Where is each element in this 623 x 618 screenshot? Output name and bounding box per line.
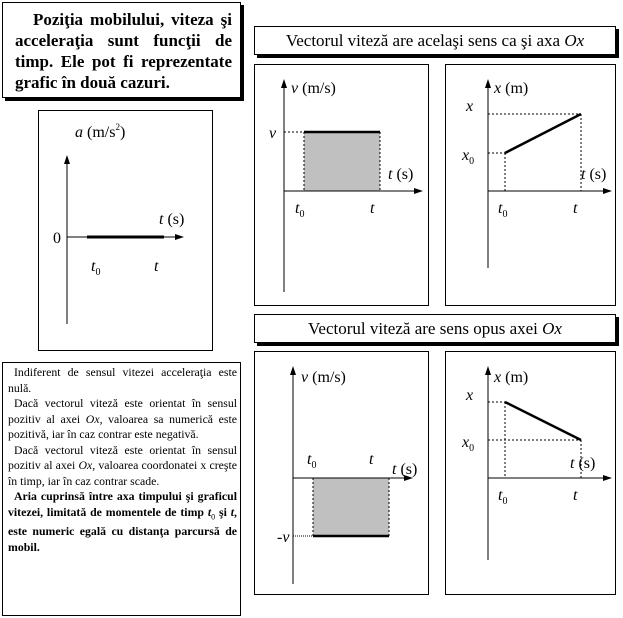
- title-same-direction: [254, 26, 616, 55]
- velocity-negative-x-label: t (s): [392, 461, 418, 478]
- velocity-negative-v-label: -v: [277, 529, 290, 546]
- velocity-negative-t-label: t: [369, 451, 374, 468]
- velocity-negative-graph: [255, 352, 428, 594]
- velocity-positive-y-label: v (m/s): [291, 80, 336, 97]
- acceleration-x-arrow: [175, 234, 184, 240]
- velocity-positive-x-arrow: [414, 188, 423, 194]
- velocity-positive-t0-label: $t_0$: [295, 200, 305, 220]
- position-decreasing-y-arrow: [485, 366, 491, 375]
- acceleration-t-label: t: [154, 258, 159, 275]
- title-opposite-direction: [254, 314, 616, 343]
- title-opposite-direction-axis: Ox: [542, 319, 562, 338]
- velocity-negative-y-arrow: [290, 366, 296, 375]
- position-decreasing-graph: [446, 352, 615, 594]
- position-increasing-graph: [446, 65, 615, 305]
- position-increasing-y-arrow: [485, 79, 491, 88]
- velocity-negative-graph-panel: [254, 351, 429, 595]
- position-increasing-t-label: t: [573, 200, 578, 217]
- title-same-direction-text: Vectorul viteză are acelaşi sens ca şi axa: [285, 31, 565, 50]
- position-increasing-x-label: t (s): [581, 166, 607, 183]
- position-increasing-x0-label: $x_0$: [462, 147, 475, 167]
- notes-paragraph-coordinate: Dacă vectorul viteză este orientat în sensul pozitiv al axei Ox, valoarea coordonatei x creşte în timp, iar în caz contrar scade.: [8, 442, 238, 488]
- velocity-positive-y-arrow: [281, 79, 287, 88]
- velocity-negative-t0-label: $t_0$: [307, 451, 317, 471]
- position-decreasing-line: [505, 402, 581, 440]
- title-same-direction-axis: Ox: [564, 31, 585, 50]
- position-decreasing-x-label: t (s): [570, 455, 596, 472]
- velocity-positive-graph-panel: [254, 64, 429, 306]
- position-decreasing-xmax-label: x: [466, 387, 474, 404]
- intro-textbox: [2, 2, 241, 98]
- position-increasing-x-arrow: [603, 188, 612, 194]
- intro-text: Poziţia mobilului, viteza şi acceleraţia sunt funcţii de timp. Ele pot fi reprezentate grafic în două cazuri.: [15, 10, 232, 92]
- velocity-positive-graph: [255, 65, 428, 305]
- title-opposite-direction-text: Vectorul viteză are sens opus axei: [308, 319, 543, 338]
- velocity-negative-y-label: v (m/s): [301, 369, 346, 386]
- position-decreasing-x0-label: $x_0$: [462, 434, 475, 454]
- position-increasing-graph-panel: [445, 64, 616, 306]
- velocity-positive-v-label: v: [269, 125, 277, 142]
- acceleration-y-arrow: [64, 155, 70, 164]
- position-decreasing-t0-label: $t_0$: [498, 487, 508, 507]
- position-decreasing-graph-panel: [445, 351, 616, 595]
- position-increasing-t0-label: $t_0$: [498, 200, 508, 220]
- notes-paragraph-velocity-sign: Dacă vectorul viteză este orientat în sensul pozitiv al axei Ox, valoarea sa numerică este pozitivă, iar în caz contrar este negativă.: [8, 396, 237, 441]
- position-decreasing-x-arrow: [603, 475, 612, 481]
- acceleration-graph: [39, 111, 212, 350]
- notes-paragraph-area: Aria cuprinsă între axa timpului şi graficul vitezei, limitată de momentele de timp $t_0$ şi t, este numeric egală cu distanţa parcursă de mobil.: [8, 489, 237, 554]
- acceleration-y-label: a $(m/s^2)$: [75, 122, 126, 141]
- acceleration-x-label: t (s): [159, 211, 185, 228]
- notes-paragraph-acceleration: Indiferent de sensul vitezei acceleraţia este nulă.: [8, 365, 237, 395]
- velocity-negative-area: [313, 478, 389, 536]
- notes-textbox: [2, 362, 241, 616]
- position-increasing-line: [505, 114, 581, 153]
- acceleration-t0-label: $t_0$: [91, 258, 101, 278]
- acceleration-graph-panel: [38, 110, 213, 351]
- position-decreasing-y-label: x (m): [494, 369, 529, 386]
- position-decreasing-t-label: t: [573, 487, 578, 504]
- velocity-positive-t-label: t: [370, 200, 375, 217]
- velocity-positive-area: [304, 132, 380, 191]
- position-increasing-y-label: x (m): [494, 80, 529, 97]
- acceleration-origin-label: 0: [53, 230, 61, 247]
- position-increasing-xmax-label: x: [466, 98, 474, 115]
- velocity-positive-x-label: t (s): [388, 166, 414, 183]
